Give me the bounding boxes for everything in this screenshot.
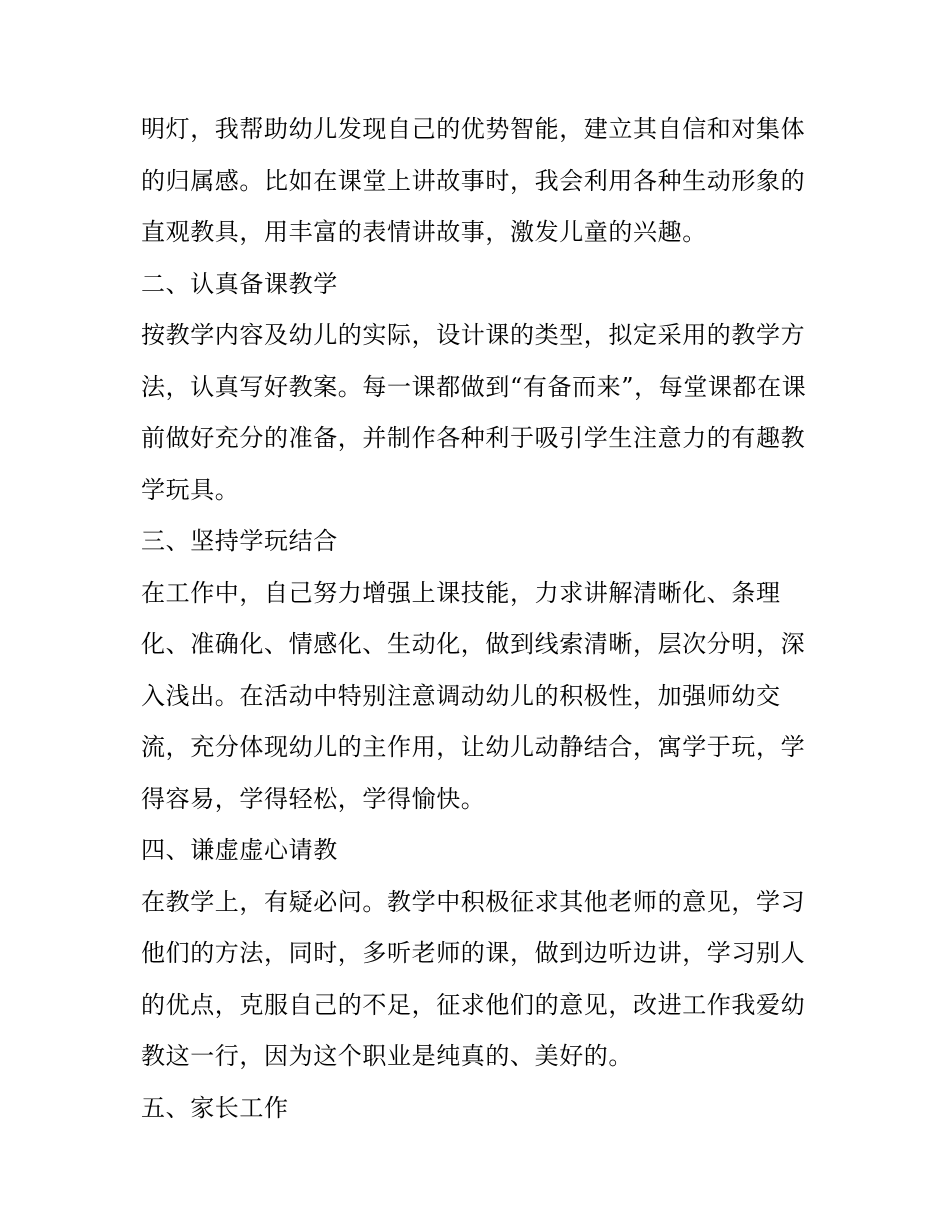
text-line: 的优点，克服自己的不足，征求他们的意见，改进工作我爱幼 [141,990,806,1019]
text-line: 的归属感。比如在课堂上讲故事时，我会利用各种生动形象的 [141,166,806,195]
text-line: 他们的方法，同时，多听老师的课，做到边听边讲，学习别人 [141,939,806,967]
section-heading: 五、家长工作 [141,1093,289,1122]
text-line: 教这一行，因为这个职业是纯真的、美好的。 [141,1042,633,1070]
section-heading: 二、认真备课教学 [141,269,338,298]
section-heading: 四、谦虚虚心请教 [141,836,338,864]
text-line: 前做好充分的准备，并制作各种利于吸引学生注意力的有趣教 [141,424,806,452]
text-line: 按教学内容及幼儿的实际，设计课的类型，拟定采用的教学方 [141,321,806,349]
text-line: 学玩具。 [141,475,240,504]
section-heading: 三、坚持学玩结合 [141,527,338,555]
text-line: 在教学上，有疑必问。教学中积极征求其他老师的意见，学习 [141,887,806,916]
text-line: 法，认真写好教案。每一课都做到“有备而来”，每堂课都在课 [141,372,807,401]
text-line: 化、准确化、情感化、生动化，做到线索清晰，层次分明，深 [141,630,806,658]
text-line: 在工作中，自己努力增强上课技能，力求讲解清晰化、条理 [141,578,781,607]
document-body [141,104,821,1134]
text-line: 流，充分体现幼儿的主作用，让幼儿动静结合，寓学于玩，学 [141,733,806,761]
text-line: 入浅出。在活动中特别注意调动幼儿的积极性，加强师幼交 [141,681,781,710]
text-line: 直观教具，用丰富的表情讲故事，激发儿童的兴趣。 [141,218,707,246]
text-line: 明灯，我帮助幼儿发现自己的优势智能，建立其自信和对集体 [141,115,806,143]
text-line: 得容易，学得轻松，学得愉快。 [141,784,486,813]
